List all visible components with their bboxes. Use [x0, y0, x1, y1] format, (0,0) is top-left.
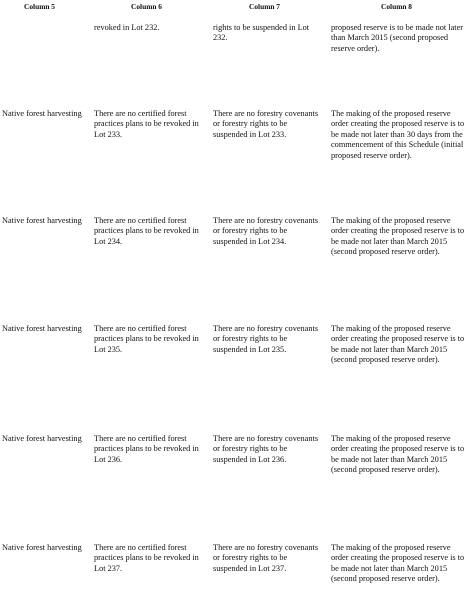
row-4-plans: There are no certified forest practices plans to be revoked in Lot 236.: [94, 434, 199, 464]
row-5-reserve-order: The making of the proposed reserve order creating the proposed reserve is to be made not later than March 2015 (second proposed reserve order).: [331, 543, 465, 584]
row-3-reserve-order: The making of the proposed reserve order creating the proposed reserve is to be made not later than March 2015 (second proposed reserve order).: [331, 324, 465, 365]
row-5-plans: There are no certified forest practices plans to be revoked in Lot 237.: [94, 543, 199, 573]
row-4-reserve-order: The making of the proposed reserve order creating the proposed reserve is to be made not later than March 2015 (second proposed reserve order).: [331, 434, 465, 475]
row-1-reserve-order: The making of the proposed reserve order creating the proposed reserve is to be made not later than 30 days from the commencement of this Schedule (initial proposed reserve order).: [331, 109, 465, 160]
column-5-header: Column 5: [24, 2, 56, 11]
column-6-header: Column 6: [131, 2, 163, 11]
row-1-plans: There are no certified forest practices plans to be revoked in Lot 233.: [94, 109, 199, 139]
column-7-header: Column 7: [249, 2, 281, 11]
row-4-activity: Native forest harvesting: [2, 434, 82, 443]
row-5-covenants: There are no forestry covenants or forestry rights to be suspended in Lot 237.: [213, 543, 319, 573]
row-2-covenants: There are no forestry covenants or forestry rights to be suspended in Lot 234.: [213, 216, 319, 246]
row-4-covenants: There are no forestry covenants or forestry rights to be suspended in Lot 236.: [213, 434, 319, 464]
row-3-plans: There are no certified forest practices plans to be revoked in Lot 235.: [94, 324, 199, 354]
row-2-activity: Native forest harvesting: [2, 216, 82, 225]
row-0-reserve-order: proposed reserve is to be made not later than March 2015 (second proposed reserve order).: [331, 23, 464, 53]
row-0-plans: revoked in Lot 232.: [94, 23, 160, 32]
column-8-header: Column 8: [381, 2, 413, 11]
row-0-covenants: rights to be suspended in Lot 232.: [213, 23, 310, 43]
row-1-activity: Native forest harvesting: [2, 109, 82, 118]
row-2-plans: There are no certified forest practices plans to be revoked in Lot 234.: [94, 216, 199, 246]
row-1-covenants: There are no forestry covenants or forestry rights to be suspended in Lot 233.: [213, 109, 319, 139]
row-3-activity: Native forest harvesting: [2, 324, 82, 333]
row-3-covenants: There are no forestry covenants or forestry rights to be suspended in Lot 235.: [213, 324, 319, 354]
row-2-reserve-order: The making of the proposed reserve order creating the proposed reserve is to be made not later than March 2015 (second proposed reserve order).: [331, 216, 465, 257]
row-5-activity: Native forest harvesting: [2, 543, 82, 552]
